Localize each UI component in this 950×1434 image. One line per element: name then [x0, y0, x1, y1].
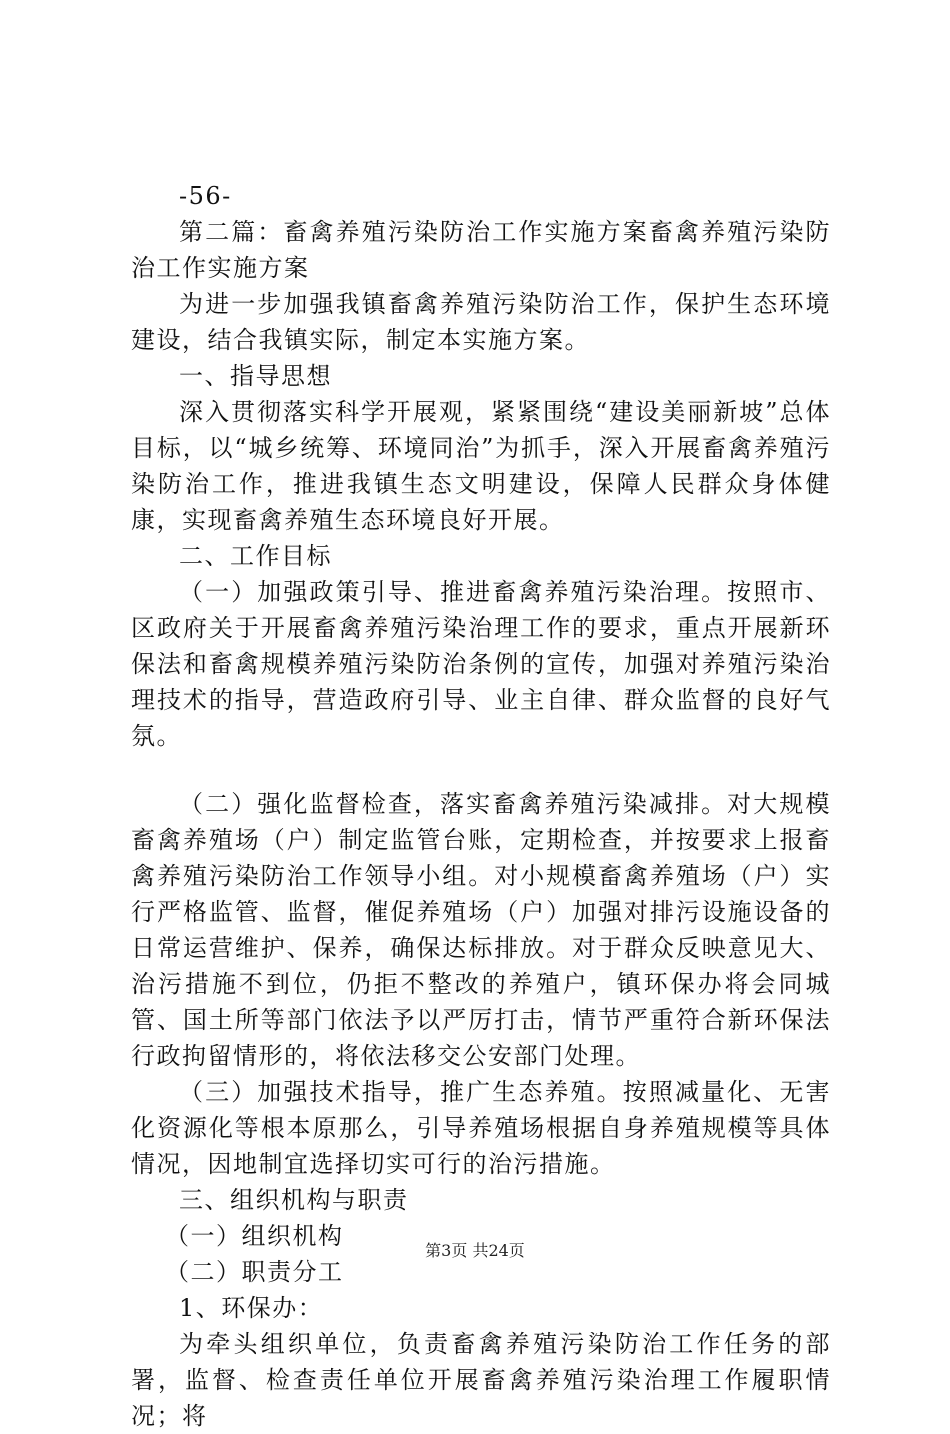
- page-marker: -56-: [179, 182, 232, 210]
- document-title: 第二篇：畜禽养殖污染防治工作实施方案畜禽养殖污染防治工作实施方案: [131, 218, 831, 282]
- section3-heading: 三、组织机构与职责: [179, 1186, 409, 1214]
- section1-body: 深入贯彻落实科学开展观，紧紧围绕“建设美丽新坡”总体目标，以“城乡统筹、环境同治”为抓手，深入开展畜禽养殖污染防治工作，推进我镇生态文明建设，保障人民群众身体健康，实现畜禽养殖生态环境良好开展。: [131, 398, 831, 534]
- section2-item1: （一）加强政策引导、推进畜禽养殖污染治理。按照市、区政府关于开展畜禽养殖污染治理工作的要求，重点开展新环保法和畜禽规模养殖污染防治条例的宣传，加强对养殖污染治理技术的指导，营造政府引导、业主自律、群众监督的良好气氛。: [131, 578, 831, 750]
- section3-item1-body: 为牵头组织单位，负责畜禽养殖污染防治工作任务的部署，监督、检查责任单位开展畜禽养殖污染治理工作履职情况；将: [131, 1330, 831, 1430]
- section3-sub1: （一）组织机构: [165, 1222, 344, 1250]
- section3-item1-heading: 1、环保办：: [179, 1294, 324, 1322]
- section2-item3: （三）加强技术指导，推广生态养殖。按照减量化、无害化资源化等根本原那么，引导养殖场根据自身养殖规模等具体情况，因地制宜选择切实可行的治污措施。: [131, 1078, 831, 1178]
- paragraph-gap: [131, 754, 831, 786]
- intro-paragraph: 为进一步加强我镇畜禽养殖污染防治工作，保护生态环境建设，结合我镇实际，制定本实施方案。: [131, 290, 831, 354]
- section2-heading: 二、工作目标: [179, 542, 332, 570]
- section3-sub2: （二）职责分工: [165, 1258, 344, 1286]
- page-footer: 第3页 共24页: [425, 1241, 525, 1260]
- section2-item2: （二）强化监督检查，落实畜禽养殖污染减排。对大规模畜禽养殖场（户）制定监管台账，定期检查，并按要求上报畜禽养殖污染防治工作领导小组。对小规模畜禽养殖场（户）实行严格监管、监督，催促养殖场（户）加强对排污设施设备的日常运营维护、保养，确保达标排放。对于群众反映意见大、治污措施不到位，仍拒不整改的养殖户，镇环保办将会同城管、国土所等部门依法予以严厉打击，情节严重符合新环保法行政拘留情形的，将依法移交公安部门处理。: [131, 790, 831, 1070]
- section1-heading: 一、指导思想: [179, 362, 332, 390]
